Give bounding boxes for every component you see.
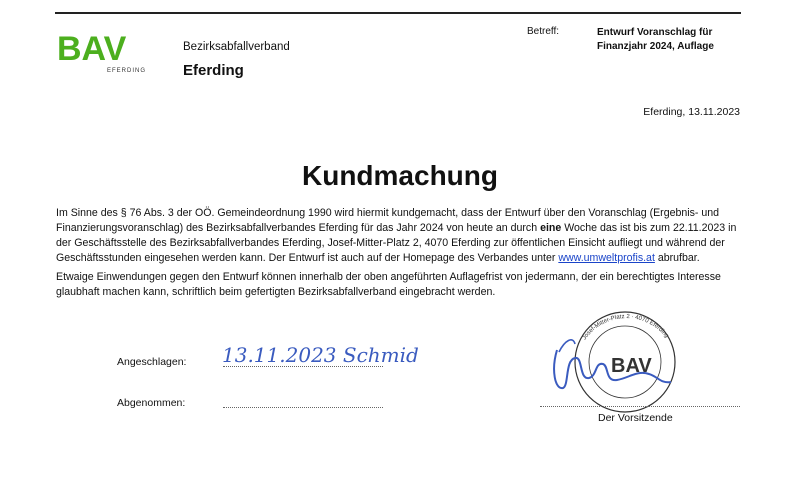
official-stamp-and-signature <box>545 300 715 420</box>
posted-label: Angeschlagen: <box>117 356 187 368</box>
subject-value <box>597 26 714 54</box>
bav-logo <box>55 22 155 76</box>
logo-letters: BAV <box>57 30 127 68</box>
posted-signature-line <box>223 366 383 367</box>
subject-line-1: Entwurf Voranschlag für <box>597 27 713 38</box>
chairman-label: Der Vorsitzende <box>598 412 673 424</box>
handwritten-date-signature: 13.11.2023 Schmid <box>222 343 419 367</box>
removed-label: Abgenommen: <box>117 397 186 409</box>
document-title: Kundmachung <box>302 160 498 191</box>
removed-signature-line <box>223 407 383 408</box>
emphasis-text: eine <box>540 222 562 234</box>
homepage-link[interactable]: www.umweltprofis.at <box>558 252 655 264</box>
subject-label: Betreff: <box>527 26 560 37</box>
paragraph-text-1: Im Sinne des § 76 Abs. 3 der OÖ. Gemeindeordnung 1990 wird hiermit kundgemacht, dass der Entwurf über den Voranschlag (Ergebnis- und Finanzierungsvoranschlag) des Bezirksabfallverbandes Eferding für das Jahr 2024 von heute an durch <box>56 207 720 234</box>
announcement-paragraph <box>56 206 746 266</box>
org-name: Bezirksabfallverband <box>183 41 290 53</box>
chairman-signature-line <box>540 406 740 407</box>
org-location: Eferding <box>183 62 244 79</box>
paragraph-text-3: abrufbar. <box>654 252 700 264</box>
paragraph-text-2: Woche das ist bis zum 22.11.2023 in der Geschäftsstelle des Bezirksabfallverbandes Eferding, Josef-Mitter-Platz 2, 4070 Eferding zur öffentlichen Einsicht aufliegt und während der Geschäftsstunden eingesehen werden kann. Der Entwurf ist auch auf der Homepage des Verbandes unter <box>56 222 737 264</box>
objection-paragraph: Etwaige Einwendungen gegen den Entwurf können innerhalb der oben angeführten Auflagefrist von jedermann, der ein berechtigtes Interesse glaubhaft machen kann, schriftlich beim gefertigten Bezirksabfallverband eingebracht werden. <box>56 271 721 298</box>
header-rule <box>55 12 741 14</box>
document-date: Eferding, 13.11.2023 <box>643 106 740 118</box>
logo-subtext: EFERDING <box>107 68 147 74</box>
stamp-logo: BAV <box>611 355 652 377</box>
subject-line-2: Finanzjahr 2024, Auflage <box>597 41 714 52</box>
stamp-text: Josef-Mitter-Platz 2 · 4070 Eferding <box>581 314 670 342</box>
